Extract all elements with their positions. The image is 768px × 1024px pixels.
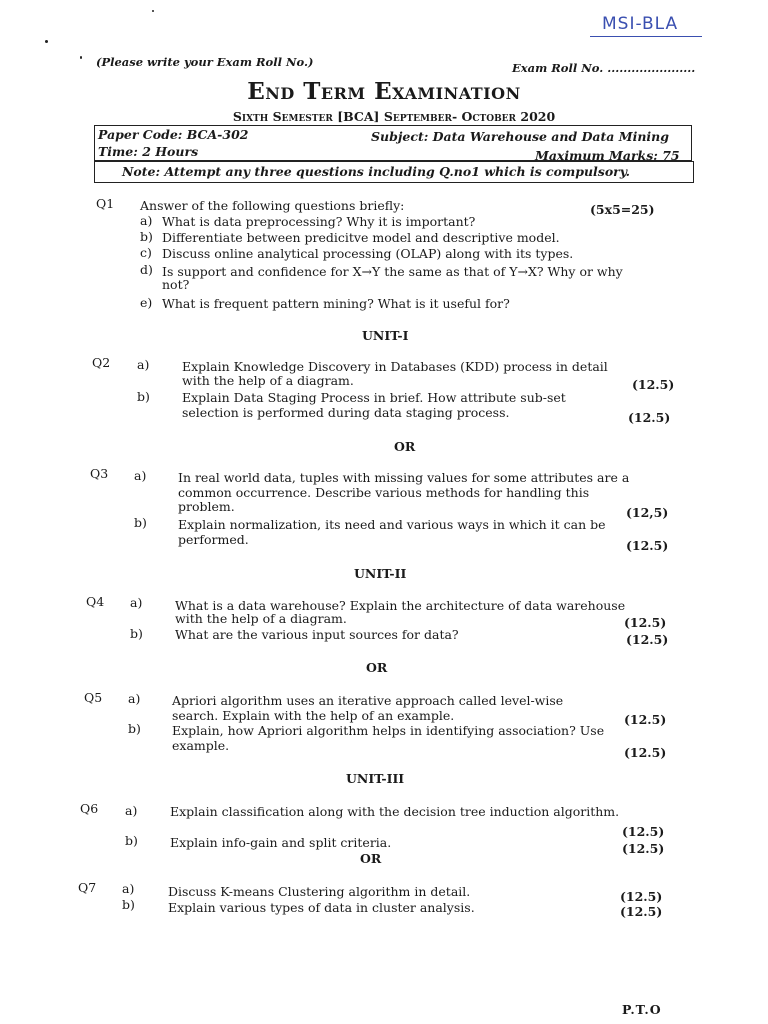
part-marks: (12.5)	[620, 889, 663, 904]
handwritten-note: MSI-BLA	[602, 14, 679, 34]
part-label: e)	[140, 295, 153, 310]
part-label: b)	[125, 833, 138, 848]
question-number: Q4	[86, 594, 105, 609]
question-number: Q2	[92, 355, 111, 370]
part-text: What is a data warehouse? Explain the architecture of data warehouse	[175, 598, 626, 613]
part-label: c)	[140, 245, 152, 260]
or-divider: OR	[366, 660, 388, 675]
page-title: End Term Examination	[247, 78, 521, 105]
part-label: b)	[134, 515, 147, 530]
question-number: Q6	[80, 801, 99, 816]
part-text: Discuss K-means Clustering algorithm in detail.	[168, 884, 471, 899]
part-marks: (12.5)	[626, 632, 669, 647]
part-text: Differentiate between predicitve model and descriptive model.	[162, 230, 560, 245]
part-text: What is frequent pattern mining? What is it useful for?	[162, 296, 510, 311]
part-marks: (12.5)	[620, 904, 663, 919]
part-marks: (12,5)	[626, 505, 669, 520]
exam-roll-label: Exam Roll No. ......................	[512, 61, 696, 75]
part-label: a)	[122, 881, 135, 896]
question-number: Q5	[84, 690, 103, 705]
part-text-continued: with the help of a diagram.	[175, 611, 347, 626]
part-marks: (12.5)	[622, 824, 665, 839]
part-text: Explain Knowledge Discovery in Databases (KDD) process in detail	[182, 359, 608, 374]
question-intro: Answer of the following questions briefly:	[140, 198, 405, 213]
scan-speck	[152, 10, 154, 12]
part-label: d)	[140, 262, 153, 277]
part-label: b)	[122, 897, 135, 912]
part-marks: (12.5)	[624, 615, 667, 630]
part-marks: (12.5)	[632, 377, 675, 392]
part-label: b)	[130, 626, 143, 641]
part-text: Is support and confidence for X→Y the same as that of Y→X? Why or why	[162, 264, 623, 279]
unit-heading: UNIT-III	[346, 771, 405, 786]
part-label: b)	[137, 389, 150, 404]
part-text-continued: not?	[162, 277, 190, 292]
part-text: In real world data, tuples with missing values for some attributes are a	[178, 470, 630, 485]
handwritten-underline	[590, 36, 702, 37]
part-text-continued: with the help of a diagram.	[182, 373, 354, 388]
part-text-continued: performed.	[178, 532, 249, 547]
part-text: Explain, how Apriori algorithm helps in identifying association? Use	[172, 723, 605, 738]
please-turn-over: P.T.O	[622, 1002, 662, 1017]
part-label: a)	[130, 595, 143, 610]
part-text: Explain classification along with the decision tree induction algorithm.	[170, 804, 620, 819]
instructions-note: Note: Attempt any three questions including Q.no1 which is compulsory.	[122, 164, 630, 179]
part-text: What are the various input sources for data?	[175, 627, 459, 642]
part-label: a)	[128, 691, 141, 706]
part-label: a)	[125, 803, 138, 818]
part-marks: (12.5)	[622, 841, 665, 856]
or-divider: OR	[394, 439, 416, 454]
part-label: a)	[140, 213, 153, 228]
part-label: b)	[140, 229, 153, 244]
part-text: Explain Data Staging Process in brief. How attribute sub-set	[182, 390, 566, 405]
part-text: Explain various types of data in cluster analysis.	[168, 900, 475, 915]
scan-speck	[80, 56, 82, 59]
subject: Subject: Data Warehouse and Data Mining	[371, 129, 669, 144]
part-text: Discuss online analytical processing (OLAP) along with its types.	[162, 246, 574, 261]
roll-number-note: (Please write your Exam Roll No.)	[96, 55, 314, 69]
part-marks: (12.5)	[628, 410, 671, 425]
question-marks: (5x5=25)	[590, 202, 655, 217]
part-text: Apriori algorithm uses an iterative approach called level-wise	[172, 693, 564, 708]
part-text: Explain info-gain and split criteria.	[170, 835, 392, 850]
or-divider: OR	[360, 851, 382, 866]
part-marks: (12.5)	[624, 712, 667, 727]
time-allowed: Time: 2 Hours	[98, 144, 199, 159]
paper-code: Paper Code: BCA-302	[98, 127, 249, 142]
part-marks: (12.5)	[626, 538, 669, 553]
question-number: Q1	[96, 196, 115, 211]
part-text-continued: common occurrence. Describe various methods for handling this	[178, 485, 590, 500]
part-label: a)	[137, 357, 150, 372]
part-label: b)	[128, 721, 141, 736]
part-label: a)	[134, 468, 147, 483]
part-text-continued: problem.	[178, 499, 235, 514]
unit-heading: UNIT-II	[354, 566, 407, 581]
part-text-continued: selection is performed during data staging process.	[182, 405, 510, 420]
unit-heading: UNIT-I	[362, 328, 409, 343]
part-text: What is data preprocessing? Why it is important?	[162, 214, 476, 229]
part-text: Explain normalization, its need and various ways in which it can be	[178, 517, 606, 532]
part-text-continued: search. Explain with the help of an example.	[172, 708, 455, 723]
scan-speck	[45, 40, 48, 43]
part-marks: (12.5)	[624, 745, 667, 760]
question-number: Q7	[78, 880, 97, 895]
question-number: Q3	[90, 466, 109, 481]
maximum-marks: Maximum Marks: 75	[535, 148, 680, 163]
semester-line: Sixth Semester [BCA] September- October 2020	[232, 109, 556, 124]
part-text-continued: example.	[172, 738, 230, 753]
